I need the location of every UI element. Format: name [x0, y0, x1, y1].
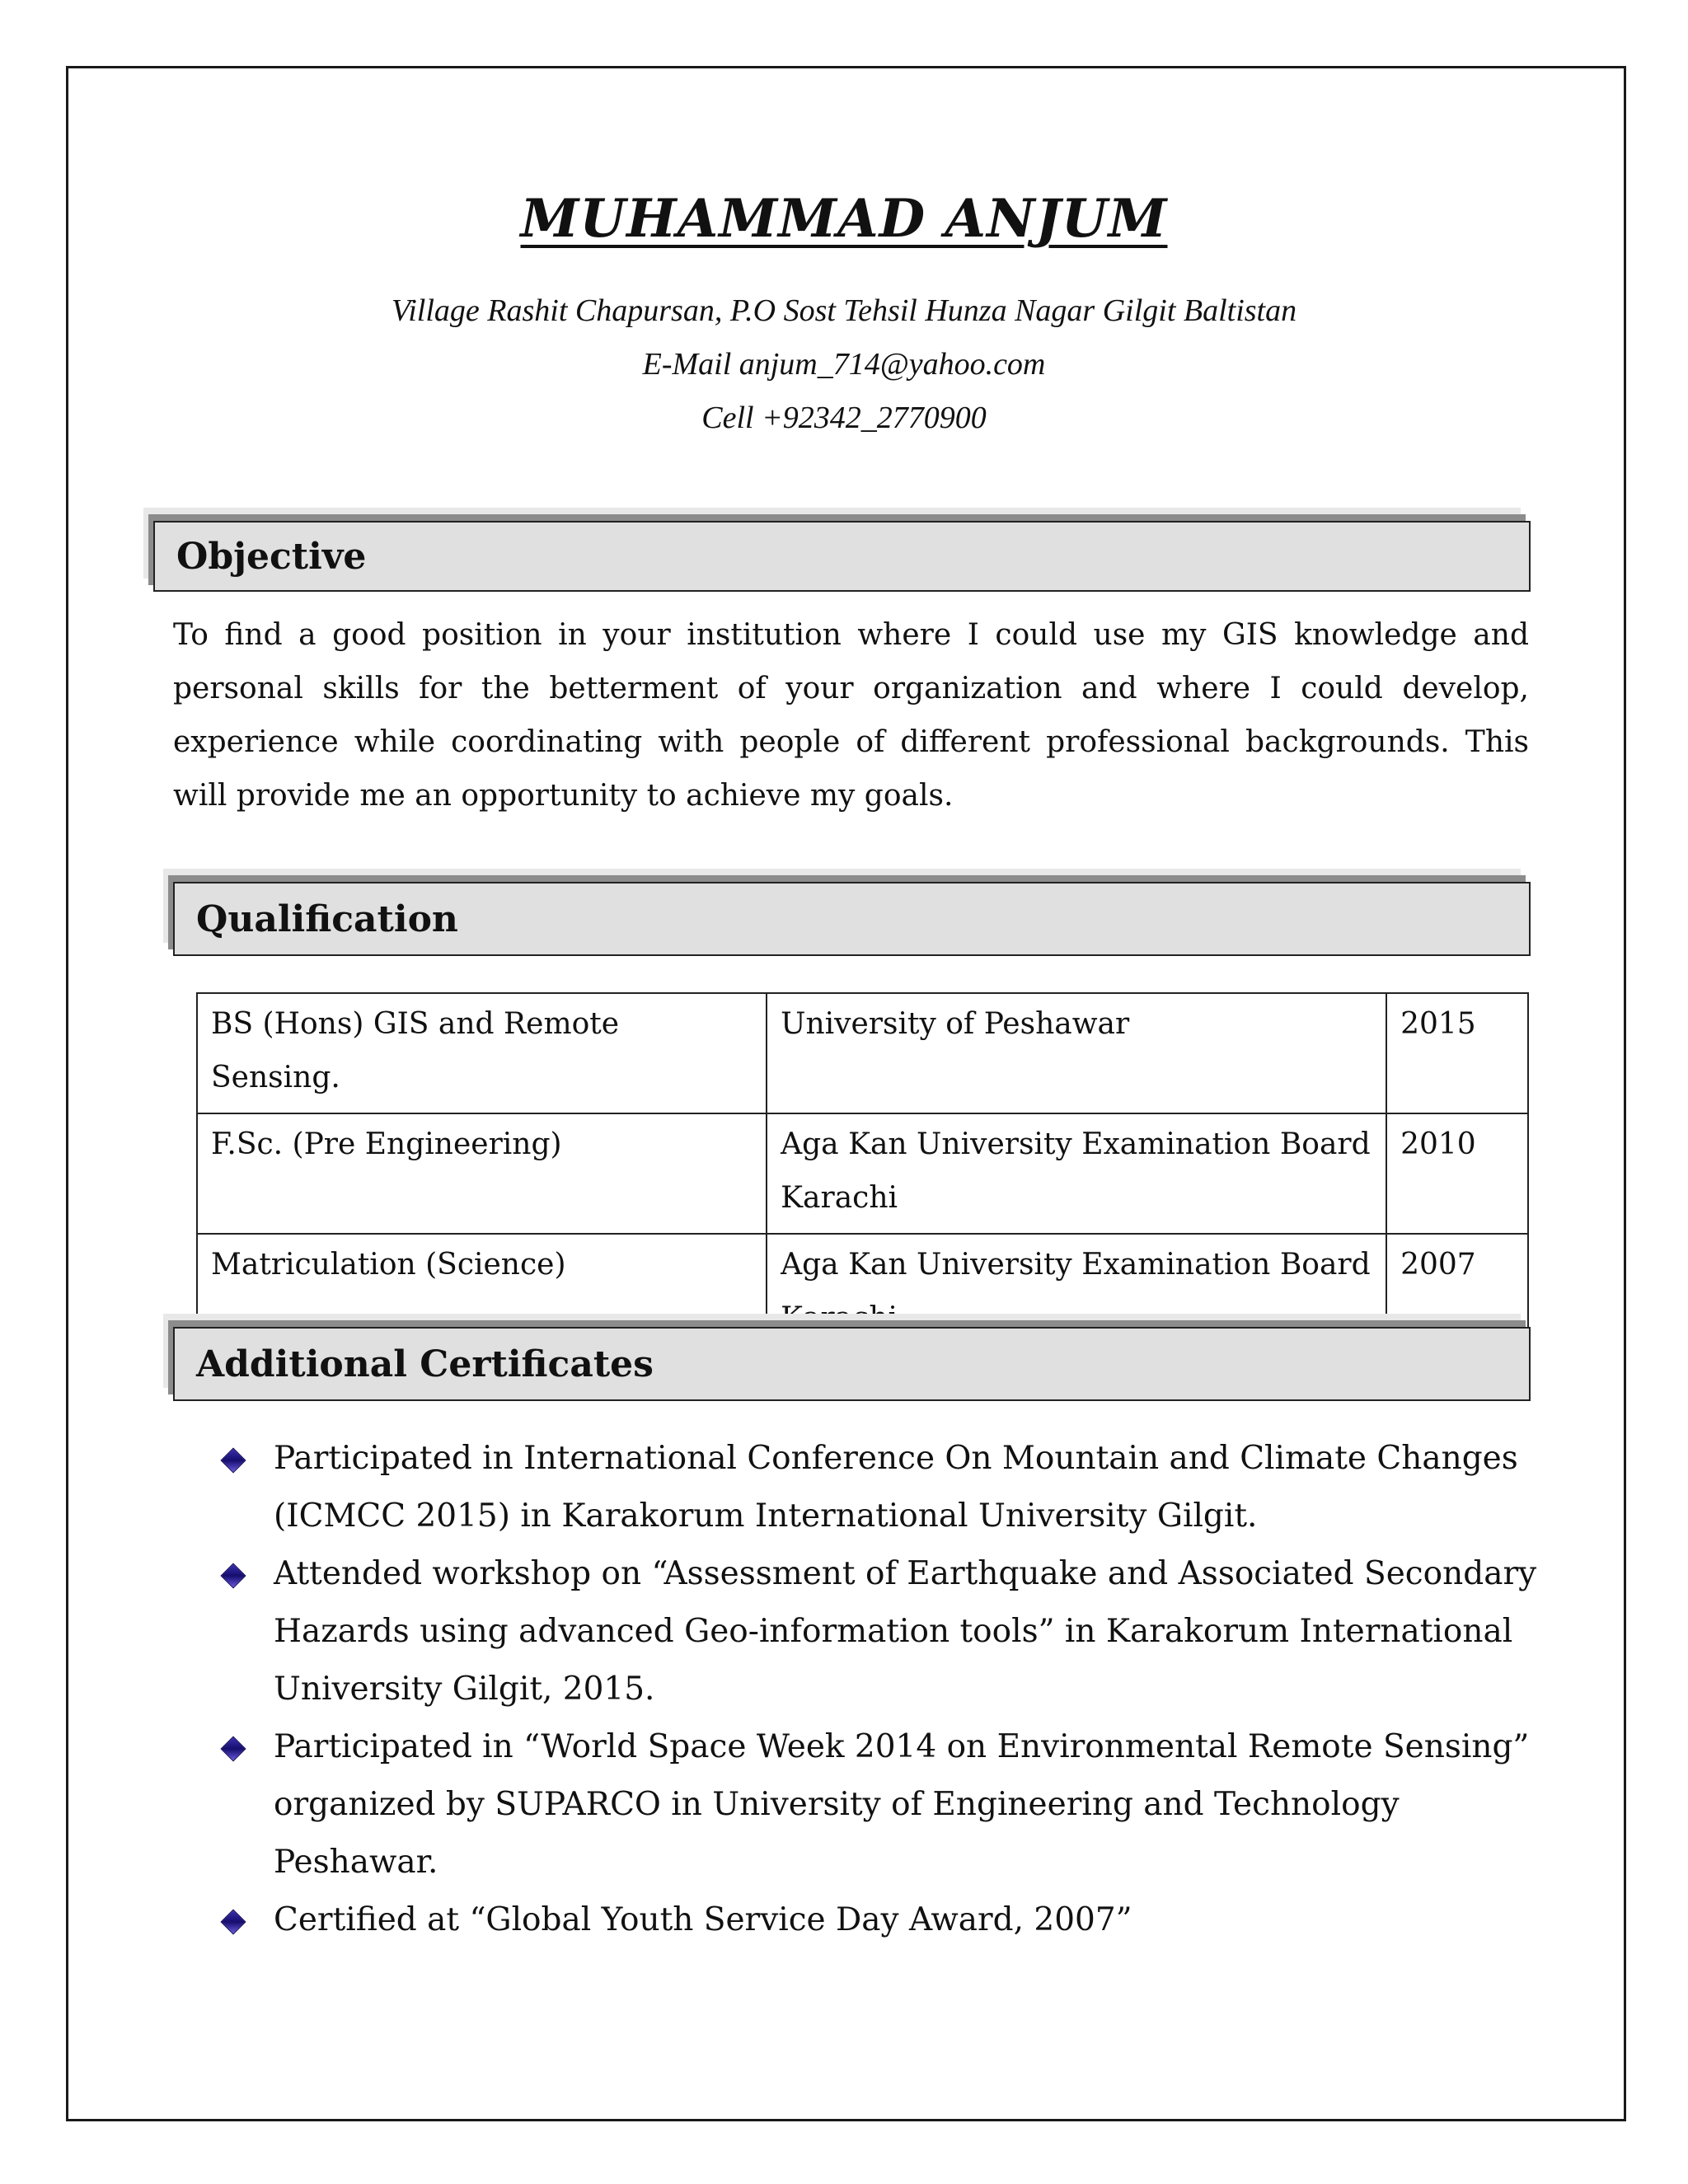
- list-item: [223, 1430, 1541, 1545]
- diamond-bullet-icon: [220, 1563, 246, 1588]
- diamond-bullet-icon: [220, 1909, 246, 1934]
- year-cell: 2007: [1386, 1234, 1528, 1354]
- email: E-Mail anjum_714@yahoo.com: [642, 347, 1046, 382]
- certificates-header: [173, 1327, 1531, 1401]
- year-cell: 2010: [1386, 1113, 1528, 1234]
- certificate-text: Participated in International Conference On Mountain and Climate Changes (ICMCC 2015) in Karakorum International University Gilgit.: [274, 1440, 1518, 1535]
- degree-cell: Matriculation (Science): [197, 1234, 767, 1354]
- institution-cell: Aga Kan University Examination Board: [767, 1234, 1386, 1354]
- certificates-list: [223, 1430, 1541, 1949]
- institution-cell: University of Peshawar: [767, 993, 1386, 1113]
- objective-header: [153, 521, 1531, 592]
- degree-cell: F.Sc. (Pre Engineering): [197, 1113, 767, 1234]
- objective-text: To find a good position in your institution where I could use my GIS knowledge and personal skills for the betterment of your organization and where I could develop, experience while coordinating with people of different professional backgrounds. This will provide me an opportunity to achieve my goals.: [173, 618, 1529, 813]
- certificate-text: Certified at “Global Youth Service Day Award, 2007”: [274, 1901, 1132, 1938]
- institution-cell: Aga Kan University Examination Board Karachi: [767, 1113, 1386, 1234]
- diamond-bullet-icon: [220, 1447, 246, 1473]
- degree-cell: BS (Hons) GIS and Remote Sensing.: [197, 993, 767, 1113]
- certificate-text: Attended workshop on “Assessment of Earthquake and Associated Secondary Hazards using advanced Geo-information tools” in Karakorum International University Gilgit, 2015.: [274, 1555, 1537, 1708]
- list-item: [223, 1545, 1541, 1718]
- cell-phone: Cell +92342_2770900: [701, 401, 987, 435]
- address: Village Rashit Chapursan, P.O Sost Tehsil Hunza Nagar Gilgit Baltistan: [391, 293, 1297, 328]
- table-row: [197, 993, 1528, 1113]
- list-item: [223, 1891, 1541, 1949]
- diamond-bullet-icon: [220, 1736, 246, 1761]
- qualification-table: [196, 992, 1529, 1355]
- year-cell: 2015: [1386, 993, 1528, 1113]
- candidate-name: MUHAMMAD ANJUM: [520, 188, 1168, 250]
- list-item: [223, 1718, 1541, 1891]
- certificates-title: Additional Certificates: [196, 1343, 654, 1385]
- objective-title: Objective: [176, 535, 367, 578]
- certificate-text: Participated in “World Space Week 2014 on Environmental Remote Sensing” organized by SUPARCO in University of Engineering and Technology Peshawar.: [274, 1728, 1530, 1881]
- qualification-header: [173, 882, 1531, 956]
- qualification-title: Qualification: [196, 898, 458, 940]
- table-row: [197, 1113, 1528, 1234]
